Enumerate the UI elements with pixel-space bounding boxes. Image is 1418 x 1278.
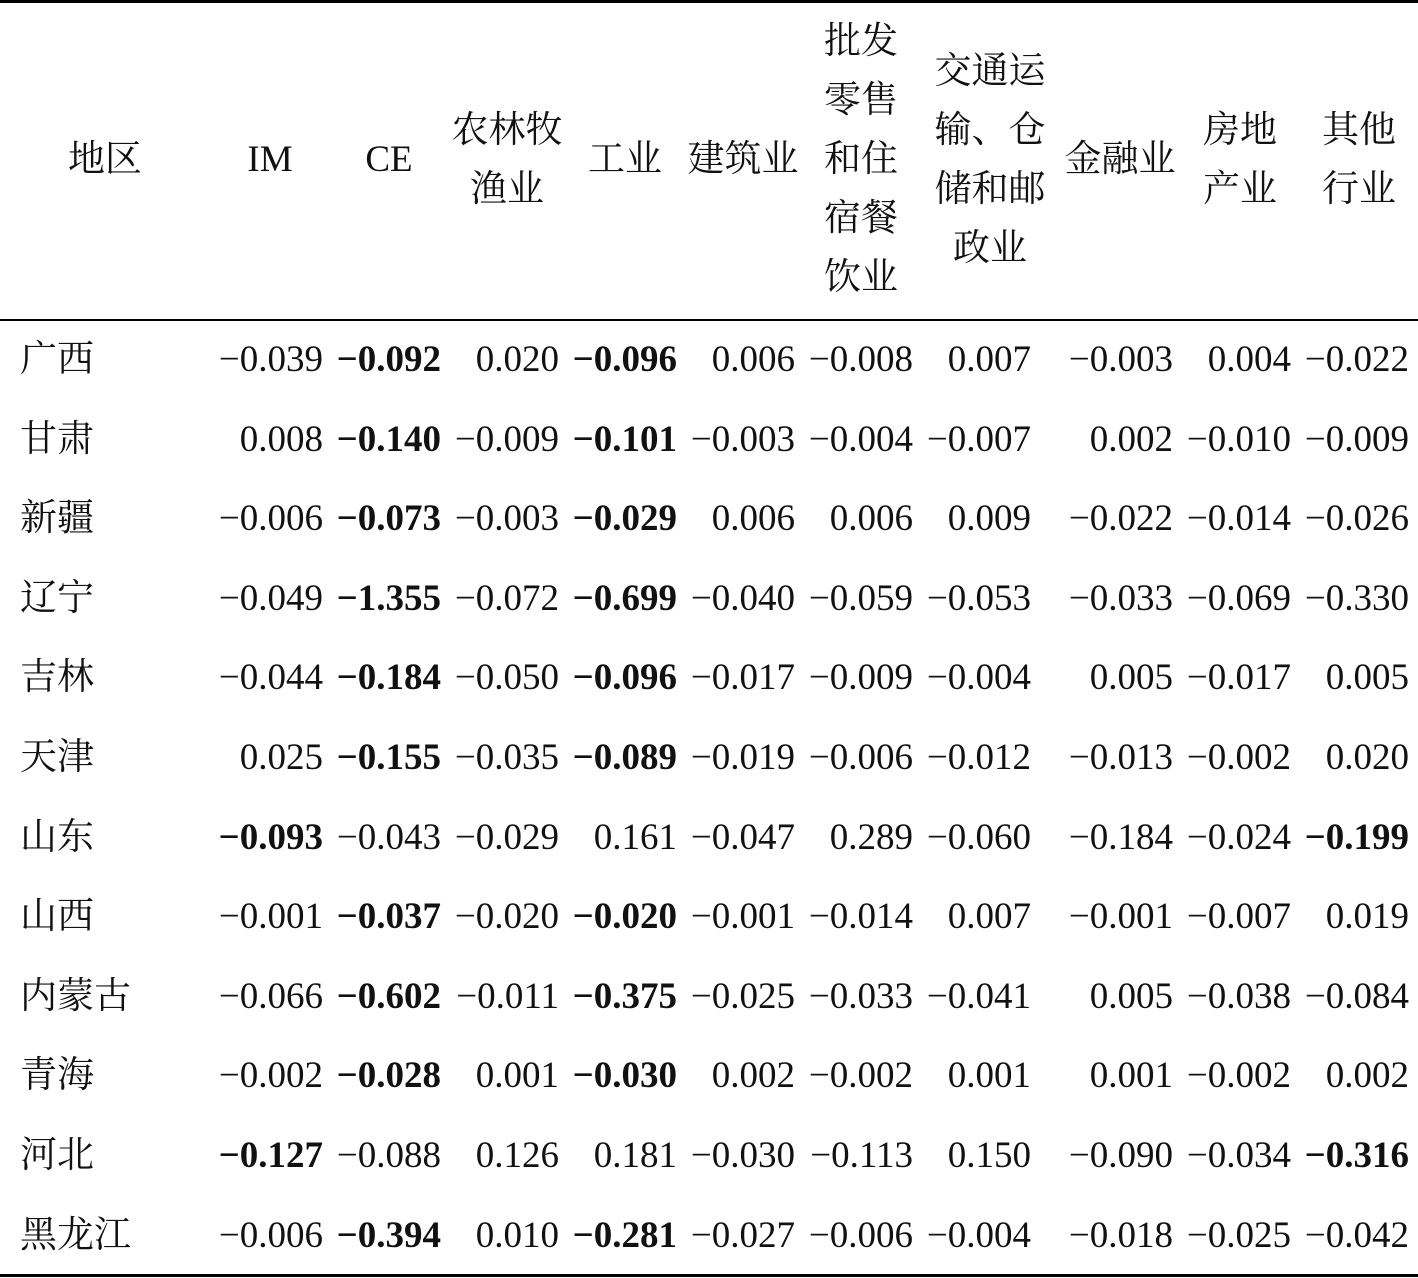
header-label bbox=[1322, 101, 1396, 219]
header-line: 批发 bbox=[824, 21, 898, 62]
table-row bbox=[0, 638, 1418, 718]
value-cell: −0.017 bbox=[690, 657, 795, 699]
value-cell: 0.025 bbox=[239, 737, 323, 778]
value-cell: 0.007 bbox=[947, 896, 1031, 938]
value-cell: −0.090 bbox=[1068, 1135, 1173, 1176]
header-col-2 bbox=[330, 0, 448, 319]
value-cell: −0.030 bbox=[572, 1055, 677, 1097]
header-line: CE bbox=[365, 139, 413, 180]
value-cell: −0.093 bbox=[218, 816, 323, 858]
table-row bbox=[0, 798, 1418, 878]
value-cell: −0.316 bbox=[1304, 1135, 1409, 1176]
value-cell: −0.014 bbox=[1186, 498, 1291, 540]
value-cell: −0.084 bbox=[1304, 975, 1409, 1017]
value-cell: −0.025 bbox=[1186, 1214, 1291, 1256]
header-label bbox=[1065, 130, 1176, 189]
region-cell: 甘肃 bbox=[20, 418, 94, 460]
value-cell: 0.006 bbox=[829, 498, 913, 540]
value-cell: −0.699 bbox=[572, 577, 677, 619]
header-label bbox=[1203, 101, 1277, 219]
header-col-4 bbox=[566, 0, 684, 319]
value-cell: −0.035 bbox=[454, 737, 559, 778]
value-cell: −0.375 bbox=[572, 975, 677, 1017]
header-line: 输、仓 bbox=[934, 109, 1046, 151]
value-cell: −0.019 bbox=[690, 737, 795, 778]
value-cell: −0.042 bbox=[1304, 1214, 1409, 1256]
value-cell: −0.199 bbox=[1304, 816, 1409, 858]
value-cell: −0.060 bbox=[926, 816, 1031, 858]
value-cell: 0.181 bbox=[593, 1135, 677, 1176]
value-cell: −0.140 bbox=[336, 418, 441, 460]
value-cell: −0.006 bbox=[808, 737, 913, 778]
table-row bbox=[0, 400, 1418, 480]
value-cell: −0.047 bbox=[690, 816, 795, 858]
header-col-8 bbox=[1060, 0, 1180, 319]
table-row bbox=[0, 320, 1418, 400]
header-line: 零售 bbox=[824, 80, 898, 121]
value-cell: 0.008 bbox=[239, 418, 323, 460]
value-cell: −0.330 bbox=[1304, 577, 1409, 619]
value-cell: −0.034 bbox=[1186, 1135, 1291, 1176]
value-cell: −0.096 bbox=[572, 657, 677, 699]
value-cell: −0.004 bbox=[926, 1214, 1031, 1256]
value-cell: −0.020 bbox=[454, 896, 559, 938]
value-cell: −0.049 bbox=[218, 577, 323, 619]
value-cell: 0.005 bbox=[1089, 975, 1173, 1017]
header-line: 产业 bbox=[1203, 168, 1277, 210]
value-cell: −0.012 bbox=[926, 737, 1031, 778]
value-cell: −0.001 bbox=[690, 896, 795, 938]
value-cell: −0.002 bbox=[808, 1055, 913, 1097]
value-cell: −0.069 bbox=[1186, 577, 1291, 619]
table-row bbox=[0, 479, 1418, 559]
header-col-3 bbox=[448, 0, 566, 319]
value-cell: −0.039 bbox=[218, 339, 323, 380]
table-row bbox=[0, 1196, 1418, 1276]
value-cell: −0.003 bbox=[454, 498, 559, 540]
value-cell: −0.033 bbox=[1068, 577, 1173, 619]
value-cell: −0.088 bbox=[336, 1135, 441, 1176]
value-cell: −0.009 bbox=[1304, 418, 1409, 460]
header-line: 其他 bbox=[1322, 109, 1396, 151]
header-line: 政业 bbox=[953, 227, 1027, 269]
value-cell: −0.026 bbox=[1304, 498, 1409, 540]
header-col-7 bbox=[920, 0, 1060, 319]
table-row bbox=[0, 957, 1418, 1037]
value-cell: −0.040 bbox=[690, 577, 795, 619]
value-cell: −0.050 bbox=[454, 657, 559, 699]
region-cell: 河北 bbox=[20, 1135, 94, 1176]
value-cell: −0.001 bbox=[218, 896, 323, 938]
value-cell: −0.602 bbox=[336, 975, 441, 1017]
value-cell: −0.043 bbox=[336, 816, 441, 858]
header-label bbox=[452, 101, 563, 219]
value-cell: −0.029 bbox=[572, 498, 677, 540]
region-cell: 内蒙古 bbox=[20, 975, 131, 1017]
value-cell: −0.092 bbox=[336, 339, 441, 380]
value-cell: −0.184 bbox=[336, 657, 441, 699]
value-cell: −0.004 bbox=[926, 657, 1031, 699]
value-cell: −0.059 bbox=[808, 577, 913, 619]
header-col-6 bbox=[802, 0, 920, 319]
value-cell: 0.001 bbox=[947, 1055, 1031, 1097]
value-cell: 0.006 bbox=[711, 498, 795, 540]
value-cell: −0.003 bbox=[690, 418, 795, 460]
value-cell: 0.020 bbox=[475, 339, 559, 380]
value-cell: −0.037 bbox=[336, 896, 441, 938]
table-row bbox=[0, 718, 1418, 798]
header-col-1 bbox=[210, 0, 330, 319]
value-cell: 0.005 bbox=[1325, 657, 1409, 699]
value-cell: 0.002 bbox=[1325, 1055, 1409, 1097]
value-cell: −0.006 bbox=[218, 498, 323, 540]
header-line: 行业 bbox=[1322, 168, 1396, 210]
value-cell: −1.355 bbox=[336, 577, 441, 619]
value-cell: −0.002 bbox=[1186, 1055, 1291, 1097]
value-cell: −0.073 bbox=[336, 498, 441, 540]
region-cell: 黑龙江 bbox=[20, 1214, 131, 1256]
table-row bbox=[0, 1036, 1418, 1116]
value-cell: −0.033 bbox=[808, 975, 913, 1017]
value-cell: −0.027 bbox=[690, 1214, 795, 1256]
value-cell: 0.161 bbox=[593, 816, 677, 858]
value-cell: −0.007 bbox=[926, 418, 1031, 460]
value-cell: −0.009 bbox=[808, 657, 913, 699]
value-cell: −0.089 bbox=[572, 737, 677, 778]
header-line: 和住 bbox=[824, 139, 898, 180]
value-cell: −0.004 bbox=[808, 418, 913, 460]
header-line: 农林牧 bbox=[451, 109, 563, 151]
header-label bbox=[247, 130, 292, 189]
value-cell: −0.006 bbox=[218, 1214, 323, 1256]
value-cell: −0.281 bbox=[572, 1214, 677, 1256]
region-cell: 广西 bbox=[20, 339, 94, 380]
value-cell: −0.007 bbox=[1186, 896, 1291, 938]
header-label bbox=[824, 12, 898, 307]
region-cell: 山东 bbox=[20, 816, 94, 858]
value-cell: −0.096 bbox=[572, 339, 677, 380]
value-cell: 0.019 bbox=[1325, 896, 1409, 938]
value-cell: 0.150 bbox=[947, 1135, 1031, 1176]
header-label bbox=[688, 130, 799, 189]
header-line: 饮业 bbox=[824, 257, 898, 298]
header-col-5 bbox=[684, 0, 802, 319]
value-cell: 0.007 bbox=[947, 339, 1031, 380]
table-row bbox=[0, 877, 1418, 957]
header-line: 房地 bbox=[1203, 109, 1277, 151]
header-line: 地区 bbox=[68, 139, 142, 180]
value-cell: 0.001 bbox=[475, 1055, 559, 1097]
region-cell: 山西 bbox=[20, 896, 94, 938]
value-cell: −0.009 bbox=[454, 418, 559, 460]
header-col-0 bbox=[0, 0, 210, 319]
value-cell: −0.002 bbox=[218, 1055, 323, 1097]
value-cell: 0.289 bbox=[829, 816, 913, 858]
value-cell: −0.127 bbox=[218, 1135, 323, 1176]
value-cell: −0.010 bbox=[1186, 418, 1291, 460]
value-cell: −0.017 bbox=[1186, 657, 1291, 699]
value-cell: −0.044 bbox=[218, 657, 323, 699]
value-cell: −0.002 bbox=[1186, 737, 1291, 778]
header-label bbox=[935, 42, 1046, 278]
value-cell: −0.184 bbox=[1068, 816, 1173, 858]
value-cell: 0.001 bbox=[1089, 1055, 1173, 1097]
value-cell: 0.009 bbox=[947, 498, 1031, 540]
header-line: 建筑业 bbox=[687, 139, 799, 180]
value-cell: −0.028 bbox=[336, 1055, 441, 1097]
header-line: 宿餐 bbox=[824, 198, 898, 239]
value-cell: −0.029 bbox=[454, 816, 559, 858]
value-cell: −0.394 bbox=[336, 1214, 441, 1256]
value-cell: −0.155 bbox=[336, 737, 441, 778]
value-cell: −0.072 bbox=[454, 577, 559, 619]
header-line: 工业 bbox=[588, 139, 662, 180]
header-line: IM bbox=[247, 139, 293, 180]
value-cell: 0.126 bbox=[475, 1135, 559, 1176]
header-col-10 bbox=[1300, 0, 1418, 319]
value-cell: −0.022 bbox=[1068, 498, 1173, 540]
value-cell: 0.020 bbox=[1325, 737, 1409, 778]
value-cell: 0.005 bbox=[1089, 657, 1173, 699]
value-cell: −0.025 bbox=[690, 975, 795, 1017]
header-label bbox=[588, 130, 662, 189]
value-cell: −0.014 bbox=[808, 896, 913, 938]
table-row bbox=[0, 1116, 1418, 1196]
value-cell: −0.008 bbox=[808, 339, 913, 380]
value-cell: −0.013 bbox=[1068, 737, 1173, 778]
value-cell: −0.011 bbox=[456, 975, 559, 1017]
header-col-9 bbox=[1180, 0, 1300, 319]
value-cell: −0.066 bbox=[218, 975, 323, 1017]
value-cell: −0.038 bbox=[1186, 975, 1291, 1017]
region-cell: 新疆 bbox=[20, 498, 94, 540]
header-label bbox=[365, 130, 412, 189]
value-cell: −0.113 bbox=[810, 1135, 913, 1176]
header-line: 储和邮 bbox=[934, 168, 1046, 210]
header-line: 金融业 bbox=[1064, 139, 1176, 180]
value-cell: −0.018 bbox=[1068, 1214, 1173, 1256]
region-cell: 天津 bbox=[20, 737, 94, 778]
value-cell: −0.030 bbox=[690, 1135, 795, 1176]
header-label bbox=[68, 130, 142, 189]
table-row bbox=[0, 559, 1418, 639]
value-cell: −0.001 bbox=[1068, 896, 1173, 938]
value-cell: 0.002 bbox=[1089, 418, 1173, 460]
region-cell: 吉林 bbox=[20, 657, 94, 699]
region-cell: 青海 bbox=[20, 1055, 94, 1097]
value-cell: −0.022 bbox=[1304, 339, 1409, 380]
value-cell: −0.006 bbox=[808, 1214, 913, 1256]
header-line: 交通运 bbox=[934, 50, 1046, 92]
value-cell: 0.010 bbox=[475, 1214, 559, 1256]
value-cell: 0.006 bbox=[711, 339, 795, 380]
value-cell: 0.002 bbox=[711, 1055, 795, 1097]
value-cell: 0.004 bbox=[1207, 339, 1291, 380]
region-cell: 辽宁 bbox=[20, 577, 94, 619]
value-cell: −0.020 bbox=[572, 896, 677, 938]
value-cell: −0.041 bbox=[926, 975, 1031, 1017]
bottom-rule bbox=[0, 1274, 1418, 1277]
value-cell: −0.053 bbox=[926, 577, 1031, 619]
header-line: 渔业 bbox=[470, 168, 544, 210]
value-cell: −0.003 bbox=[1068, 339, 1173, 380]
value-cell: −0.101 bbox=[572, 418, 677, 460]
value-cell: −0.024 bbox=[1186, 816, 1291, 858]
